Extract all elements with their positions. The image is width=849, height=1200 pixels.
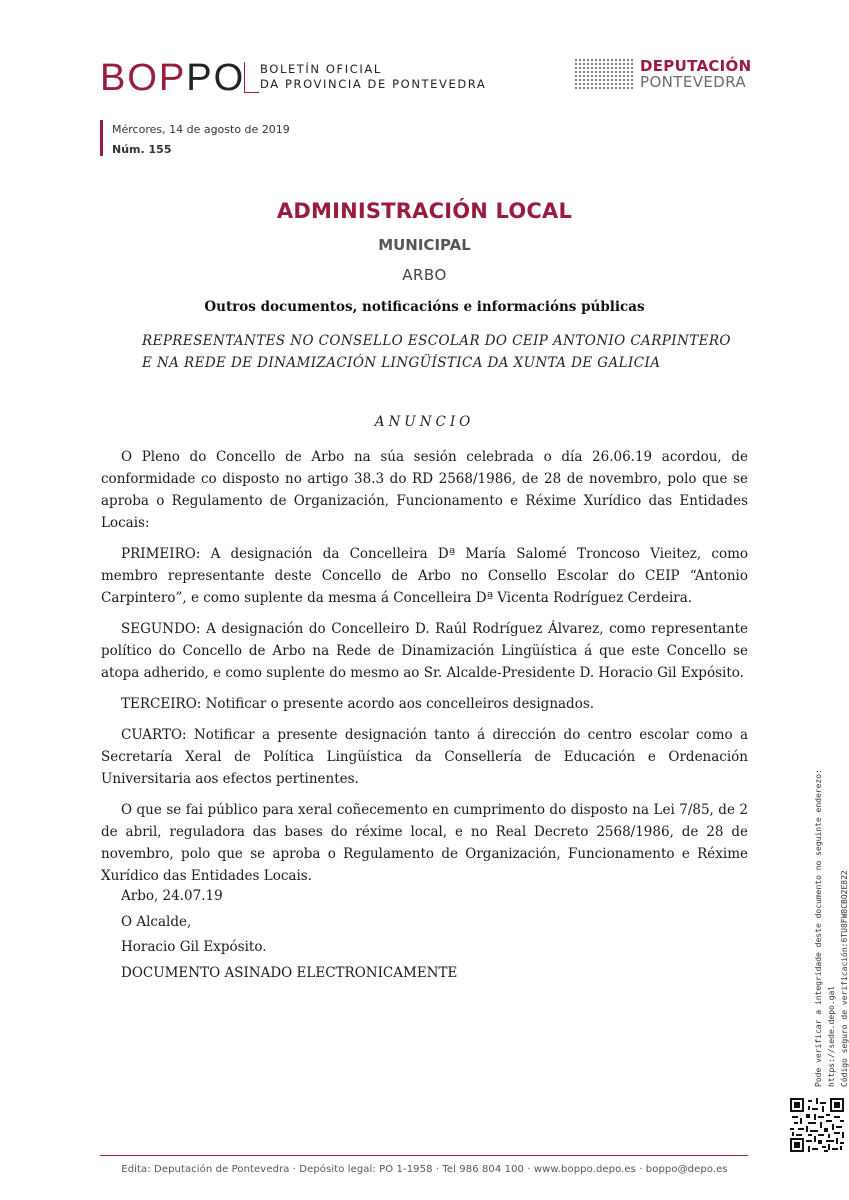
body-paragraph: TERCEIRO: Notificar o presente acordo aos concelleiros designados. xyxy=(121,696,595,712)
signature-block xyxy=(121,884,457,986)
body-paragraph: CUARTO: Notificar a presente designación tanto á dirección do centro escolar como a Secretaría Xeral de Política Lingüística da Consellería de Educación e Ordenación Universitaria aos efectos pertinentes. xyxy=(101,727,748,787)
deputacion-logo xyxy=(640,58,751,90)
body-paragraph: O que se fai público para xeral coñecemento en cumprimento do disposto na Lei 7/85, de 2 de abril, reguladora das bases do réxime local, e no Real Decreto 2568/1986, de 28 de novembro, polo que se aproba o Regulamento de Organización, Funcionamento e Réxime Xurídico das Entidades Locais. xyxy=(101,802,748,884)
signature-note: DOCUMENTO ASINADO ELECTRONICAMENTE xyxy=(121,964,458,981)
announcement-label: ANUNCIO xyxy=(374,414,475,430)
verification-line1: Pode verificar a integridade deste documento no seguinte enderezo: xyxy=(814,769,823,1087)
issue-date: Mércores, 14 de agosto de 2019 xyxy=(112,123,290,136)
logo-bop-text: BOP xyxy=(100,57,187,99)
qr-code-icon xyxy=(790,1098,844,1152)
verification-url[interactable]: https://sede.depo.gal xyxy=(827,985,836,1087)
logo-po-text: PO xyxy=(186,57,246,99)
footer-text: Edita: Deputación de Pontevedra · Depósito legal: PO 1-1958 · Tel 986 804 100 · www.boppo.depo.es · boppo@depo.es xyxy=(121,1164,728,1175)
verification-code: Código seguro de verificación:6TU8FW8CBO2E822 xyxy=(840,870,849,1087)
document-subject: REPRESENTANTES NO CONSELLO ESCOLAR DO CEIP ANTONIO CARPINTERO E NA REDE DE DINAMIZACIÓN LINGÜÍSTICA DA XUNTA DE GALICIA xyxy=(142,333,731,371)
logo-subtitle-line2: DA PROVINCIA DE PONTEVEDRA xyxy=(260,77,487,91)
footer-divider xyxy=(100,1155,748,1156)
body-paragraph: O Pleno do Concello de Arbo na súa sesión celebrada o día 26.06.19 acordou, de conformidade co disposto no artigo 38.3 do RD 2568/1986, de 28 de novembro, polo que se aproba o Regulamento de Organización, Funcionamento e Réxime Xurídico das Entidades Locais: xyxy=(101,449,748,531)
body-paragraph: PRIMEIRO: A designación da Concelleira Dª María Salomé Troncoso Vieitez, como membro representante deste Concello de Arbo no Consello Escolar do CEIP “Antonio Carpintero”, e como suplente da mesma á Concelleira Dª Vicenta Rodríguez Cerdeira. xyxy=(101,546,748,606)
signature-name: Horacio Gil Expósito. xyxy=(121,939,267,955)
logo-bracket xyxy=(244,62,259,93)
document-body xyxy=(101,446,748,896)
signature-place-date: Arbo, 24.07.19 xyxy=(121,888,223,904)
logo-subtitle xyxy=(260,62,486,92)
body-paragraph: SEGUNDO: A designación do Concelleiro D. Raúl Rodríguez Álvarez, como representante político do Concello de Arbo na Rede de Dinamización Lingüística á que este Concello se atopa adherido, e como suplente do mesmo ao Sr. Alcalde-Presidente D. Horacio Gil Expósito. xyxy=(101,621,748,681)
subsection-heading: MUNICIPAL xyxy=(378,236,471,254)
boppo-logo xyxy=(100,58,245,98)
issue-info xyxy=(112,120,290,160)
date-accent-bar xyxy=(100,120,103,156)
place-heading: ARBO xyxy=(402,266,447,284)
deputacion-line2: PONTEVEDRA xyxy=(640,73,747,91)
signature-role: O Alcalde, xyxy=(121,913,192,930)
deputacion-dots-icon xyxy=(574,58,634,90)
issue-number: Núm. 155 xyxy=(112,143,172,156)
logo-subtitle-line1: BOLETÍN OFICIAL xyxy=(260,62,382,76)
category-heading: Outros documentos, notificacións e informacións públicas xyxy=(204,299,645,315)
deputacion-line1: DEPUTACIÓN xyxy=(640,57,752,75)
section-heading: ADMINISTRACIÓN LOCAL xyxy=(276,199,573,223)
